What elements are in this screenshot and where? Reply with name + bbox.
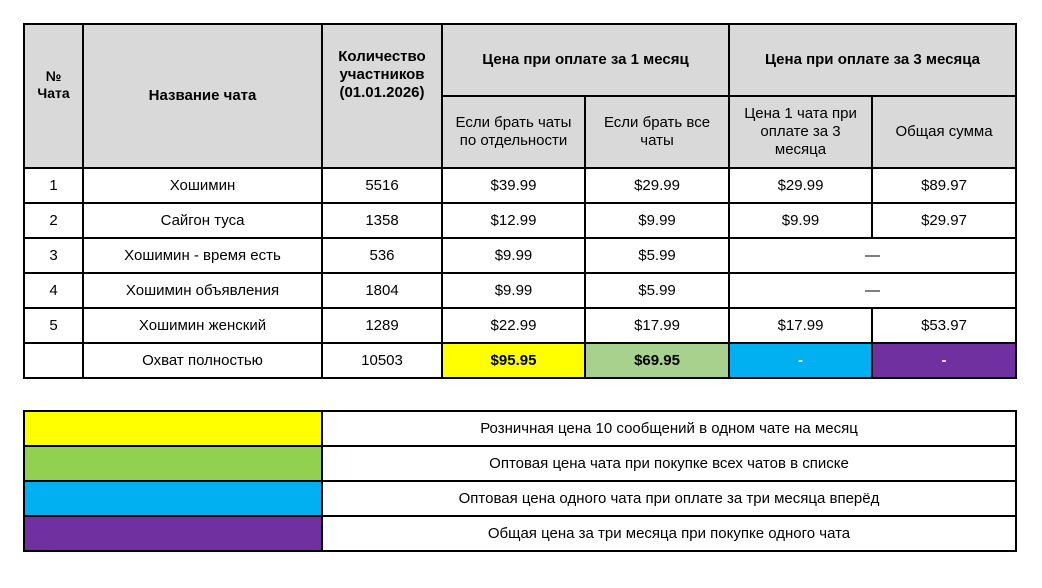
header-row xyxy=(24,24,1016,96)
row-members: 1804 xyxy=(322,273,442,308)
legend-row xyxy=(24,481,1016,516)
row-num: 5 xyxy=(24,308,83,343)
legend-text: Оптовая цена чата при покупке всех чатов в списке xyxy=(322,446,1016,481)
row-members: 5516 xyxy=(322,168,442,203)
row-price-3m-merged: — xyxy=(729,273,1016,308)
row-price-separate: $22.99 xyxy=(442,308,585,343)
row-price-total: $29.97 xyxy=(872,203,1016,238)
row-price-3m-merged: — xyxy=(729,238,1016,273)
row-price-separate: $9.99 xyxy=(442,238,585,273)
header-participants xyxy=(322,24,442,168)
header-chat-name: Название чата xyxy=(83,24,322,168)
row-chat-name: Хошимин xyxy=(83,168,322,203)
header-group-3-months: Цена при оплате за 3 месяца xyxy=(729,24,1016,96)
row-num: 4 xyxy=(24,273,83,308)
table-row xyxy=(24,168,1016,203)
legend-table xyxy=(23,410,1017,552)
totals-price-total: - xyxy=(872,343,1016,378)
subheader-total: Общая сумма xyxy=(872,96,1016,168)
header-group-1-month: Цена при оплате за 1 месяц xyxy=(442,24,729,96)
row-price-all: $5.99 xyxy=(585,273,729,308)
legend-swatch-blue xyxy=(24,481,322,516)
legend-row xyxy=(24,516,1016,551)
legend-text: Общая цена за три месяца при покупке одного чата xyxy=(322,516,1016,551)
row-num: 1 xyxy=(24,168,83,203)
row-price-all: $17.99 xyxy=(585,308,729,343)
header-num xyxy=(24,24,83,168)
price-table xyxy=(23,23,1017,379)
legend-text: Розничная цена 10 сообщений в одном чате на месяц xyxy=(322,411,1016,446)
row-chat-name: Хошимин - время есть xyxy=(83,238,322,273)
row-price-all: $5.99 xyxy=(585,238,729,273)
row-price-one-3m: $17.99 xyxy=(729,308,872,343)
row-price-total: $53.97 xyxy=(872,308,1016,343)
subheader-all: Если брать все чаты xyxy=(585,96,729,168)
row-chat-name: Хошимин объявления xyxy=(83,273,322,308)
legend-swatch-purple xyxy=(24,516,322,551)
legend-row xyxy=(24,411,1016,446)
row-chat-name: Хошимин женский xyxy=(83,308,322,343)
row-price-one-3m: $9.99 xyxy=(729,203,872,238)
row-chat-name: Сайгон туса xyxy=(83,203,322,238)
legend-text: Оптовая цена одного чата при оплате за три месяца вперёд xyxy=(322,481,1016,516)
row-price-separate: $12.99 xyxy=(442,203,585,238)
row-members: 1289 xyxy=(322,308,442,343)
legend-swatch-green xyxy=(24,446,322,481)
totals-price-all: $69.95 xyxy=(585,343,729,378)
row-num: 3 xyxy=(24,238,83,273)
row-num: 2 xyxy=(24,203,83,238)
table-row xyxy=(24,273,1016,308)
row-price-all: $9.99 xyxy=(585,203,729,238)
subheader-separate: Если брать чаты по отдельности xyxy=(442,96,585,168)
row-members: 536 xyxy=(322,238,442,273)
row-price-one-3m: $29.99 xyxy=(729,168,872,203)
totals-price-one-3m: - xyxy=(729,343,872,378)
subheader-one-chat-3m: Цена 1 чата при оплате за 3 месяца xyxy=(729,96,872,168)
table-row xyxy=(24,308,1016,343)
totals-members: 10503 xyxy=(322,343,442,378)
row-members: 1358 xyxy=(322,203,442,238)
row-price-separate: $39.99 xyxy=(442,168,585,203)
legend-swatch-yellow xyxy=(24,411,322,446)
totals-price-separate: $95.95 xyxy=(442,343,585,378)
row-price-total: $89.97 xyxy=(872,168,1016,203)
totals-num xyxy=(24,343,83,378)
row-price-all: $29.99 xyxy=(585,168,729,203)
header-participants-label: Количество участников (01.01.2026) xyxy=(338,48,426,101)
totals-label: Охват полностью xyxy=(83,343,322,378)
legend-row xyxy=(24,446,1016,481)
table-row xyxy=(24,203,1016,238)
row-price-separate: $9.99 xyxy=(442,273,585,308)
header-num-label: № Чата xyxy=(37,68,70,101)
totals-row xyxy=(24,343,1016,378)
table-row xyxy=(24,238,1016,273)
